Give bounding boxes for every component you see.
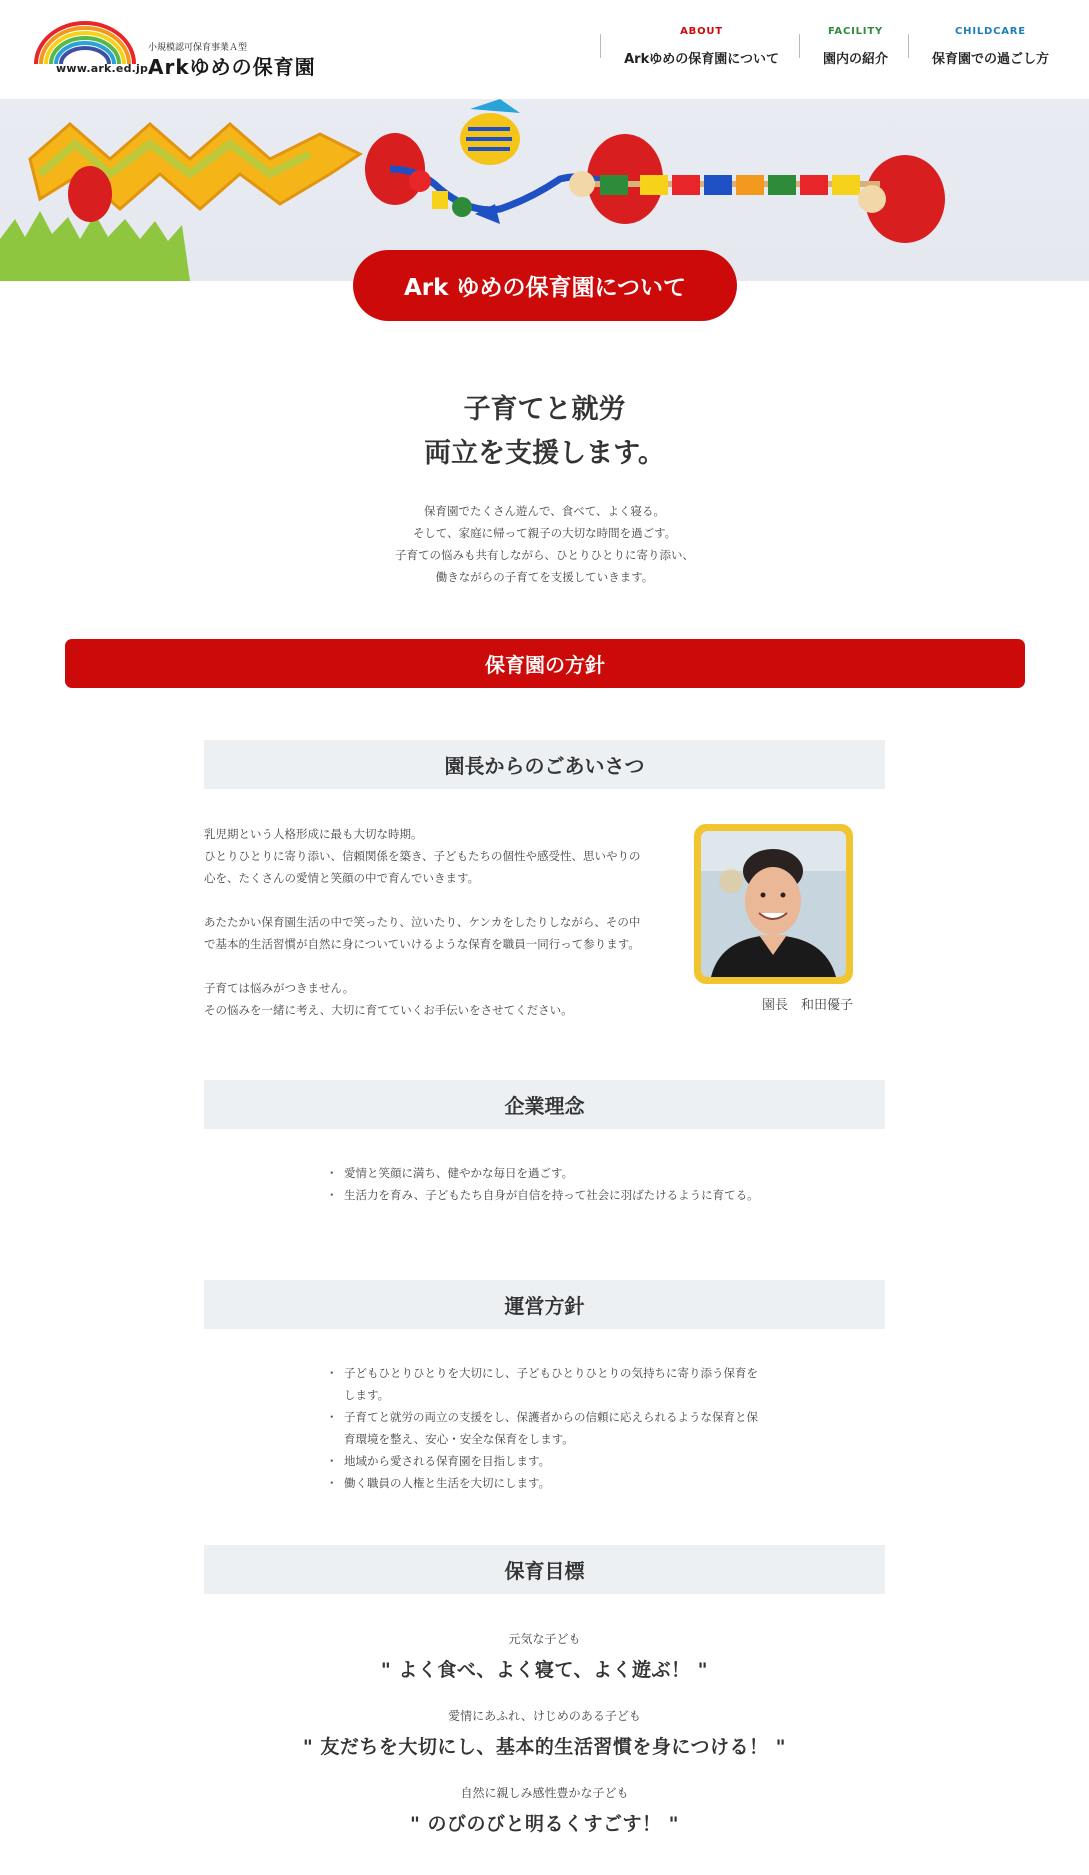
nav-item-childcare[interactable]: [908, 26, 1069, 72]
goal-item: [0, 1784, 1089, 1836]
goal-slogan: " 友だちを大切にし、基本的生活習慣を身につける！ ": [302, 1736, 787, 1758]
goal-item: [0, 1630, 1089, 1682]
greeting-line: 乳児期という人格形成に最も大切な時期。: [204, 827, 423, 841]
site-logo[interactable]: [32, 18, 332, 80]
intro-text: [0, 500, 1089, 588]
goals-heading: 保育目標: [204, 1545, 885, 1594]
director-photo-image: [701, 831, 846, 977]
goal-slogan: " よく食べ、よく寝て、よく遊ぶ！ ": [380, 1659, 709, 1681]
rainbow-logo-icon: [32, 18, 142, 68]
logo-url: www.ark.ed.jp: [56, 62, 149, 75]
main-nav: [600, 26, 1069, 72]
intro-line: 子育ての悩みも共有しながら、ひとりひとりに寄り添い、: [395, 548, 694, 562]
greeting-line: で基本的生活習慣が自然に身についていけるような保育を職員一同行って参ります。: [204, 937, 640, 951]
director-photo: [694, 824, 853, 984]
lead-line: 両立を支援します。: [424, 438, 665, 469]
lead-heading: [0, 388, 1089, 476]
greeting-text: [204, 823, 674, 1021]
goal-item: [0, 1707, 1089, 1759]
paragraph-gap: [204, 889, 674, 911]
management-list: [328, 1362, 760, 1494]
intro-line: 保育園でたくさん遊んで、食べて、よく寝る。: [423, 504, 666, 518]
page-title: Ark ゆめの保育園について: [353, 250, 737, 321]
logo-subtitle: 小規模認可保育事業Ａ型: [148, 43, 248, 53]
nav-item-about[interactable]: [600, 26, 799, 72]
nav-item-en: FACILITY: [827, 26, 883, 37]
list-item: ・ 愛情と笑顔に満ち、健やかな毎日を過ごす。: [328, 1162, 760, 1184]
greeting-line: 子育ては悩みがつきません。: [204, 981, 355, 995]
greeting-heading: 園長からのごあいさつ: [204, 740, 885, 789]
goal-subtitle: 自然に親しみ感性豊かな子ども: [460, 1786, 629, 1800]
management-heading: 運営方針: [204, 1280, 885, 1329]
nav-item-label: 保育園での過ごし方: [931, 52, 1049, 67]
list-item: ・ 地域から愛される保育園を目指します。: [328, 1450, 760, 1472]
logo-name: Arkゆめの保育園: [148, 55, 316, 79]
list-item: ・ 子どもひとりひとりを大切にし、子どもひとりひとりの気持ちに寄り添う保育をします。: [328, 1362, 760, 1406]
paragraph-gap: [204, 955, 674, 977]
nav-item-facility[interactable]: [799, 26, 908, 72]
director-caption: 園長 和田優子: [761, 998, 853, 1013]
philosophy-heading: 企業理念: [204, 1080, 885, 1129]
intro-line: 働きながらの子育てを支援していきます。: [435, 570, 654, 584]
nav-item-label: 園内の紹介: [822, 52, 888, 67]
nav-item-label: Arkゆめの保育園について: [624, 52, 779, 67]
nav-item-en: CHILDCARE: [955, 26, 1026, 37]
portrait-illustration: [701, 831, 846, 977]
list-item: ・ 子育てと就労の両立の支援をし、保護者からの信頼に応えられるような保育と保育環境を整え、安心・安全な保育をします。: [328, 1406, 760, 1450]
greeting-line: その悩みを一緒に考え、大切に育てていくお手伝いをさせてください。: [204, 1003, 573, 1017]
policy-heading-bar: 保育園の方針: [65, 639, 1025, 688]
goal-subtitle: 愛情にあふれ、けじめのある子ども: [448, 1709, 641, 1723]
greeting-line: ひとりひとりに寄り添い、信頼関係を築き、子どもたちの個性や感受性、思いやりの: [204, 849, 641, 863]
goal-subtitle: 元気な子ども: [508, 1632, 581, 1646]
lead-line: 子育てと就労: [463, 394, 626, 425]
intro-line: そして、家庭に帰って親子の大切な時間を過ごす。: [412, 526, 677, 540]
greeting-line: 心を、たくさんの愛情と笑顔の中で育んでいきます。: [204, 871, 480, 885]
nav-item-en: ABOUT: [680, 26, 723, 37]
philosophy-list: [328, 1162, 760, 1206]
site-header: [0, 0, 1089, 99]
goal-slogan: " のびのびと明るくすごす！ ": [409, 1813, 680, 1835]
list-item: ・ 働く職員の人権と生活を大切にします。: [328, 1472, 760, 1494]
greeting-line: あたたかい保育園生活の中で笑ったり、泣いたり、ケンカをしたりしながら、その中: [204, 915, 641, 929]
list-item: ・ 生活力を育み、子どもたち自身が自信を持って社会に羽ばたけるように育てる。: [328, 1184, 760, 1206]
